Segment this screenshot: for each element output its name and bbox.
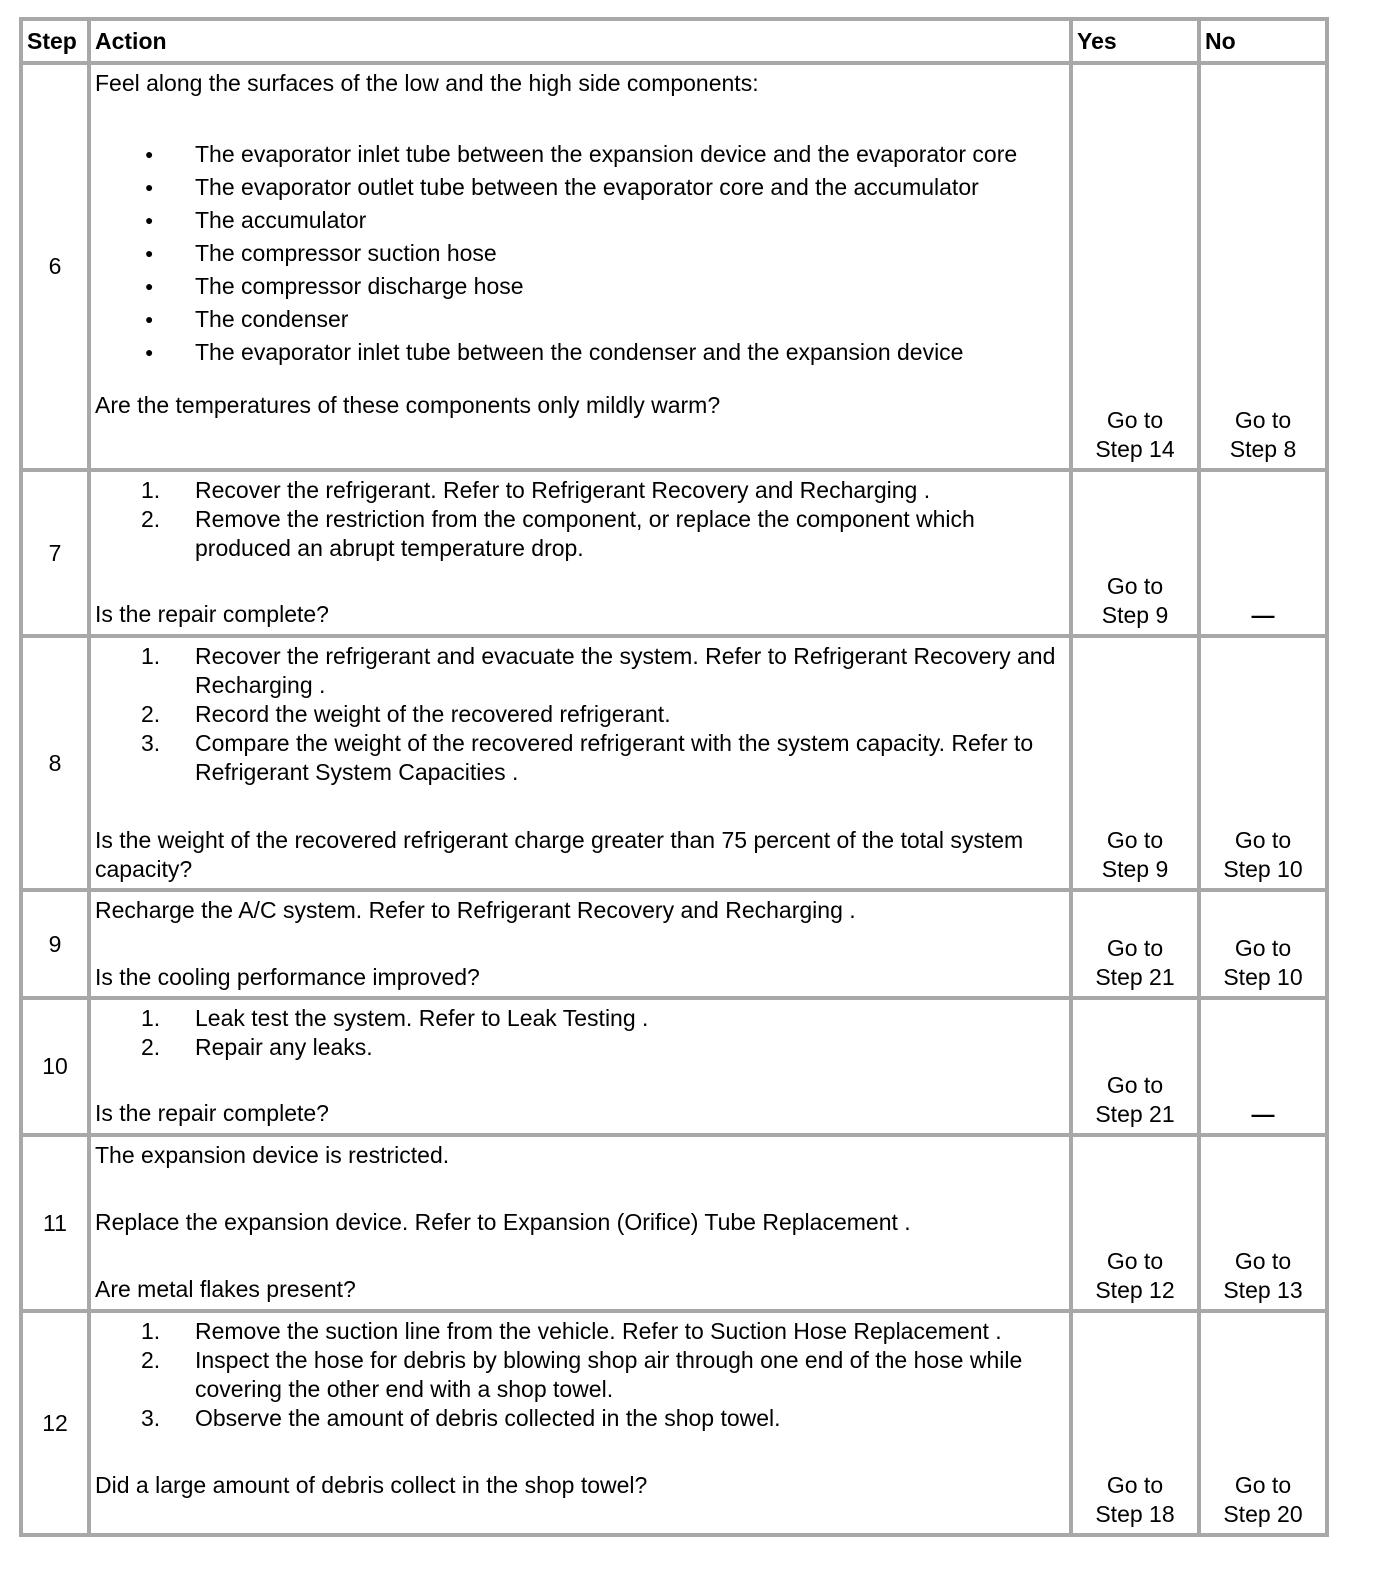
step-number: 10	[21, 998, 89, 1135]
yes-step-link[interactable]: Step 18	[1095, 1501, 1175, 1527]
step-number: 8	[21, 636, 89, 890]
list-item	[95, 1346, 1065, 1404]
yes-step-link[interactable]: Step 9	[1101, 602, 1169, 628]
action-question: Is the weight of the recovered refrigerant charge greater than 75 percent of the total system capacity?	[95, 827, 1024, 882]
yes-cell	[1071, 1135, 1199, 1311]
list-item: ● The evaporator inlet tube between the condenser and the expansion device	[95, 338, 1065, 367]
yes-goto-label: Go to	[1106, 827, 1164, 853]
header-step: Step	[21, 19, 89, 63]
step-number: 9	[21, 890, 89, 998]
action-question: Are the temperatures of these components only mildly warm?	[95, 392, 721, 418]
action-cell	[89, 998, 1071, 1135]
no-step-link[interactable]: Step 10	[1223, 964, 1303, 990]
yes-step-link[interactable]: Step 21	[1095, 964, 1175, 990]
step-number: 6	[21, 63, 89, 470]
item-number: 3.	[141, 1405, 161, 1431]
item-text: Record the weight of the recovered refrigerant.	[195, 701, 671, 727]
yes-step-link[interactable]: Step 21	[1095, 1101, 1175, 1127]
header-no: No	[1199, 19, 1327, 63]
list-item: ● The evaporator outlet tube between the evaporator core and the accumulator	[95, 173, 1065, 202]
list-item	[95, 1033, 1065, 1062]
item-text: Remove the suction line from the vehicle. Refer to Suction Hose Replacement .	[195, 1318, 1002, 1344]
item-text: Remove the restriction from the component, or replace the component which produced an abrupt temperature drop.	[195, 506, 975, 561]
table-row	[21, 636, 1327, 890]
action-cell	[89, 1135, 1071, 1311]
yes-goto-label: Go to	[1106, 1072, 1164, 1098]
action-question: Is the repair complete?	[95, 1100, 329, 1126]
no-step-link[interactable]: Step 13	[1223, 1277, 1303, 1303]
action-question: Is the cooling performance improved?	[95, 964, 480, 990]
no-step-link[interactable]: Step 8	[1229, 436, 1297, 462]
table-row	[21, 890, 1327, 998]
step-number: 11	[21, 1135, 89, 1311]
action-intro: The expansion device is restricted.	[95, 1142, 450, 1168]
item-text: Repair any leaks.	[195, 1034, 373, 1060]
table-row	[21, 998, 1327, 1135]
diagnostic-table	[19, 17, 1329, 1537]
yes-cell	[1071, 470, 1199, 636]
no-dash: —	[1251, 1101, 1275, 1127]
action-cell	[89, 470, 1071, 636]
list-item	[95, 729, 1065, 787]
header-row	[21, 19, 1327, 63]
list-item	[95, 476, 1065, 505]
no-step-link[interactable]: Step 20	[1223, 1501, 1303, 1527]
action-intro: Recharge the A/C system. Refer to Refrigerant Recovery and Recharging .	[95, 897, 856, 923]
yes-step-link[interactable]: Step 9	[1101, 856, 1169, 882]
no-step-link[interactable]: Step 10	[1223, 856, 1303, 882]
step-number: 7	[21, 470, 89, 636]
no-goto-label: Go to	[1234, 407, 1292, 433]
item-number: 2.	[141, 1347, 161, 1373]
action-cell	[89, 1311, 1071, 1535]
yes-step-link[interactable]: Step 14	[1095, 436, 1175, 462]
item-number: 2.	[141, 1034, 161, 1060]
item-number: 2.	[141, 506, 161, 532]
yes-goto-label: Go to	[1106, 1248, 1164, 1274]
list-item: ● The accumulator	[95, 206, 1065, 235]
bullet-list	[95, 140, 1065, 367]
header-action: Action	[89, 19, 1071, 63]
header-yes: Yes	[1071, 19, 1199, 63]
no-cell	[1199, 636, 1327, 890]
no-cell	[1199, 1135, 1327, 1311]
numbered-list	[95, 642, 1065, 787]
numbered-list	[95, 1004, 1065, 1062]
item-number: 2.	[141, 701, 161, 727]
item-text: Observe the amount of debris collected in the shop towel.	[195, 1405, 781, 1431]
item-number: 1.	[141, 1318, 161, 1344]
list-item: ● The evaporator inlet tube between the expansion device and the evaporator core	[95, 140, 1065, 169]
action-question: Are metal flakes present?	[95, 1276, 356, 1302]
yes-goto-label: Go to	[1106, 935, 1164, 961]
table-row	[21, 63, 1327, 470]
action-cell	[89, 63, 1071, 470]
yes-cell	[1071, 1311, 1199, 1535]
item-text: Leak test the system. Refer to Leak Testing .	[195, 1005, 649, 1031]
list-item: ● The condenser	[95, 305, 1065, 334]
no-goto-label: Go to	[1234, 935, 1292, 961]
yes-cell	[1071, 890, 1199, 998]
numbered-list	[95, 1317, 1065, 1433]
yes-cell	[1071, 63, 1199, 470]
step-number: 12	[21, 1311, 89, 1535]
list-item: ● The compressor discharge hose	[95, 272, 1065, 301]
action-cell	[89, 636, 1071, 890]
yes-cell	[1071, 636, 1199, 890]
no-cell	[1199, 890, 1327, 998]
action-question: Did a large amount of debris collect in the shop towel?	[95, 1472, 648, 1498]
table-row	[21, 1135, 1327, 1311]
no-cell	[1199, 470, 1327, 636]
yes-goto-label: Go to	[1106, 573, 1164, 599]
table-row	[21, 470, 1327, 636]
item-number: 1.	[141, 643, 161, 669]
no-goto-label: Go to	[1234, 1472, 1292, 1498]
numbered-list	[95, 476, 1065, 563]
table-row	[21, 1311, 1327, 1535]
list-item	[95, 700, 1065, 729]
list-item	[95, 1317, 1065, 1346]
item-text: Inspect the hose for debris by blowing shop air through one end of the hose while covering the other end with a shop towel.	[195, 1347, 1023, 1402]
no-dash: —	[1251, 602, 1275, 628]
no-goto-label: Go to	[1234, 1248, 1292, 1274]
action-instruction: Replace the expansion device. Refer to Expansion (Orifice) Tube Replacement .	[95, 1209, 911, 1235]
no-cell	[1199, 998, 1327, 1135]
yes-goto-label: Go to	[1106, 407, 1164, 433]
list-item	[95, 642, 1065, 700]
item-text: Recover the refrigerant. Refer to Refrigerant Recovery and Recharging .	[195, 477, 931, 503]
item-number: 1.	[141, 477, 161, 503]
action-intro: Feel along the surfaces of the low and the high side components:	[95, 70, 759, 96]
item-number: 3.	[141, 730, 161, 756]
yes-cell	[1071, 998, 1199, 1135]
no-goto-label: Go to	[1234, 827, 1292, 853]
no-cell	[1199, 1311, 1327, 1535]
item-text: Compare the weight of the recovered refrigerant with the system capacity. Refer to Refrigerant System Capacities .	[195, 730, 1034, 785]
list-item	[95, 1404, 1065, 1433]
item-text: Recover the refrigerant and evacuate the system. Refer to Refrigerant Recovery and Recharging .	[195, 643, 1056, 698]
list-item: ● The compressor suction hose	[95, 239, 1065, 268]
item-number: 1.	[141, 1005, 161, 1031]
yes-step-link[interactable]: Step 12	[1095, 1277, 1175, 1303]
action-cell	[89, 890, 1071, 998]
list-item	[95, 505, 1065, 563]
no-cell	[1199, 63, 1327, 470]
list-item	[95, 1004, 1065, 1033]
yes-goto-label: Go to	[1106, 1472, 1164, 1498]
action-question: Is the repair complete?	[95, 601, 329, 627]
